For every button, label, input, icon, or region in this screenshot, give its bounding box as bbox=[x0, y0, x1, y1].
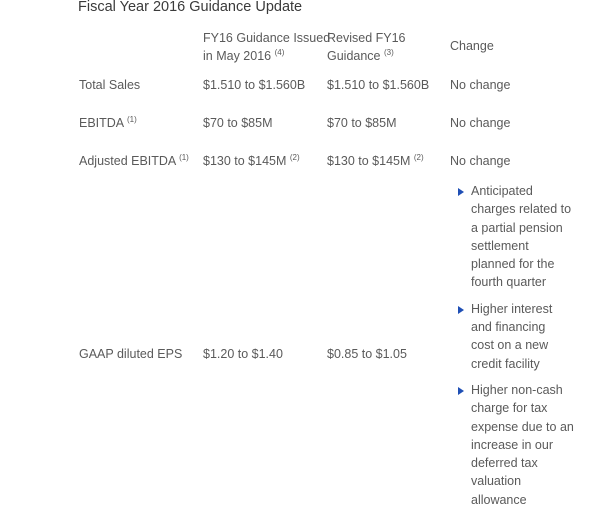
footnote-ref: (4) bbox=[274, 48, 285, 57]
bullet-item: Higher non-cash charge for tax expense due to an increase in our deferred tax valuation allowance bbox=[457, 381, 587, 509]
footnote-ref: (2) bbox=[413, 153, 424, 162]
row-ebitda-metric: EBITDA $^{(1)}$ bbox=[79, 115, 137, 130]
row-total-sales-change: No change bbox=[450, 78, 511, 92]
row-adj-ebitda-revised: $130 to $145M $^{(2)}$ bbox=[327, 153, 424, 168]
row-total-sales-issued: $1.510 to $1.560B bbox=[203, 78, 306, 92]
header-issued: FY16 Guidance Issued in May 2016 $^{(4)}$ bbox=[203, 31, 331, 63]
row-eps-issued: $1.20 to $1.40 bbox=[203, 347, 283, 361]
row-adj-ebitda-issued: $130 to $145M $^{(2)}$ bbox=[203, 153, 300, 168]
row-ebitda-issued: $70 to $85M bbox=[203, 116, 273, 130]
footnote-ref: (1) bbox=[126, 115, 137, 124]
triangle-bullet-icon bbox=[458, 188, 464, 196]
eps-change-bullets bbox=[457, 182, 587, 517]
row-eps-metric: GAAP diluted EPS bbox=[79, 347, 183, 361]
header-revised: Revised FY16 Guidance $^{(3)}$ bbox=[327, 31, 406, 63]
footnote-ref: (3) bbox=[384, 48, 394, 57]
triangle-bullet-icon bbox=[458, 306, 464, 314]
row-total-sales-revised: $1.510 to $1.560B bbox=[327, 78, 430, 92]
row-total-sales-metric: Total Sales bbox=[79, 78, 141, 92]
row-eps-revised: $0.85 to $1.05 bbox=[327, 347, 407, 361]
page-title: Fiscal Year 2016 Guidance Update bbox=[78, 0, 303, 15]
row-adj-ebitda-metric: Adjusted EBITDA $^{(1)}$ bbox=[79, 153, 189, 168]
triangle-bullet-icon bbox=[458, 387, 464, 395]
row-adj-ebitda-change: No change bbox=[450, 154, 511, 168]
row-ebitda-revised: $70 to $85M bbox=[327, 116, 397, 130]
header-change: Change bbox=[450, 39, 494, 53]
footnote-ref: (1) bbox=[179, 153, 189, 162]
footnote-ref: (2) bbox=[289, 153, 300, 162]
row-ebitda-change: No change bbox=[450, 116, 511, 130]
bullet-item: Anticipated charges related to a partial pension settlement planned for the fourth quarter bbox=[457, 182, 587, 292]
bullet-item: Higher interest and financing cost on a new credit facility bbox=[457, 300, 587, 373]
